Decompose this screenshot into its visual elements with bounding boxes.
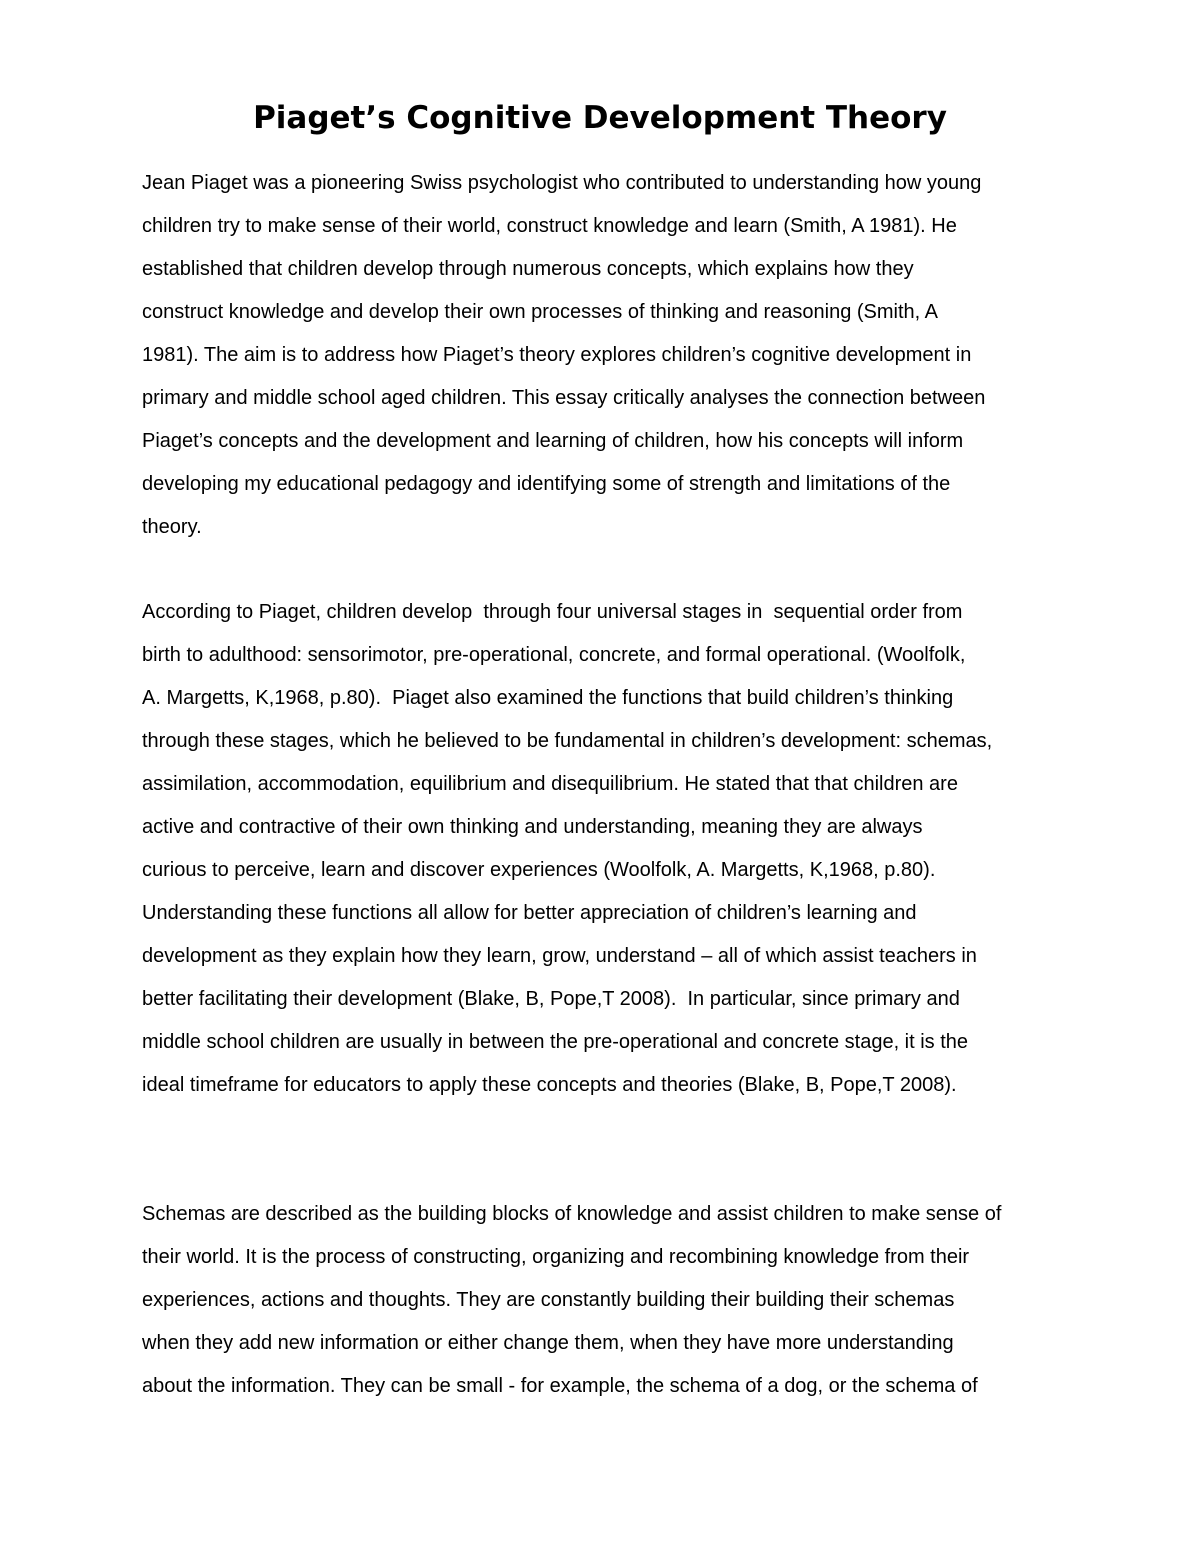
text-line: According to Piaget, children develop through four universal stages in sequential order from xyxy=(142,601,963,623)
text-line: theory. xyxy=(142,516,202,538)
text-line: about the information. They can be small - for example, the schema of a dog, or the schema of xyxy=(142,1375,978,1397)
document-title: Piaget’s Cognitive Development Theory xyxy=(253,100,947,136)
paragraph-stages xyxy=(142,591,1072,1107)
text-line: developing my educational pedagogy and identifying some of strength and limitations of the xyxy=(142,473,951,495)
text-line: ideal timeframe for educators to apply these concepts and theories (Blake, B, Pope,T 2008). xyxy=(142,1074,957,1096)
text-line: assimilation, accommodation, equilibrium and disequilibrium. He stated that that children are xyxy=(142,773,958,795)
text-line: Understanding these functions all allow for better appreciation of children’s learning and xyxy=(142,902,917,924)
text-line: active and contractive of their own thinking and understanding, meaning they are always xyxy=(142,816,923,838)
text-line: better facilitating their development (Blake, B, Pope,T 2008). In particular, since primary and xyxy=(142,988,960,1010)
text-line: Piaget’s concepts and the development and learning of children, how his concepts will inform xyxy=(142,430,964,452)
text-line: primary and middle school aged children. This essay critically analyses the connection between xyxy=(142,387,986,409)
text-line: established that children develop through numerous concepts, which explains how they xyxy=(142,258,914,280)
text-line: when they add new information or either change them, when they have more understanding xyxy=(142,1332,954,1354)
text-line: A. Margetts, K,1968, p.80). Piaget also examined the functions that build children’s thinking xyxy=(142,687,954,709)
text-line: Schemas are described as the building blocks of knowledge and assist children to make sense of xyxy=(142,1203,1002,1225)
text-line: experiences, actions and thoughts. They are constantly building their building their schemas xyxy=(142,1289,955,1311)
text-line: through these stages, which he believed to be fundamental in children’s development: schemas, xyxy=(142,730,993,752)
text-line: construct knowledge and develop their own processes of thinking and reasoning (Smith, A xyxy=(142,301,939,323)
text-line: their world. It is the process of constructing, organizing and recombining knowledge from their xyxy=(142,1246,970,1268)
text-line: curious to perceive, learn and discover experiences (Woolfolk, A. Margetts, K,1968, p.80). xyxy=(142,859,936,881)
text-line: children try to make sense of their world, construct knowledge and learn (Smith, A 1981). He xyxy=(142,215,957,237)
text-line: 1981). The aim is to address how Piaget’s theory explores children’s cognitive development in xyxy=(142,344,972,366)
text-line: development as they explain how they learn, grow, understand – all of which assist teachers in xyxy=(142,945,977,967)
paragraph-introduction xyxy=(142,162,1072,549)
text-line: middle school children are usually in between the pre-operational and concrete stage, it is the xyxy=(142,1031,969,1053)
paragraph-schemas xyxy=(142,1193,1072,1408)
text-line: birth to adulthood: sensorimotor, pre-operational, concrete, and formal operational. (Woolfolk, xyxy=(142,644,966,666)
text-line: Jean Piaget was a pioneering Swiss psychologist who contributed to understanding how young xyxy=(142,172,982,194)
